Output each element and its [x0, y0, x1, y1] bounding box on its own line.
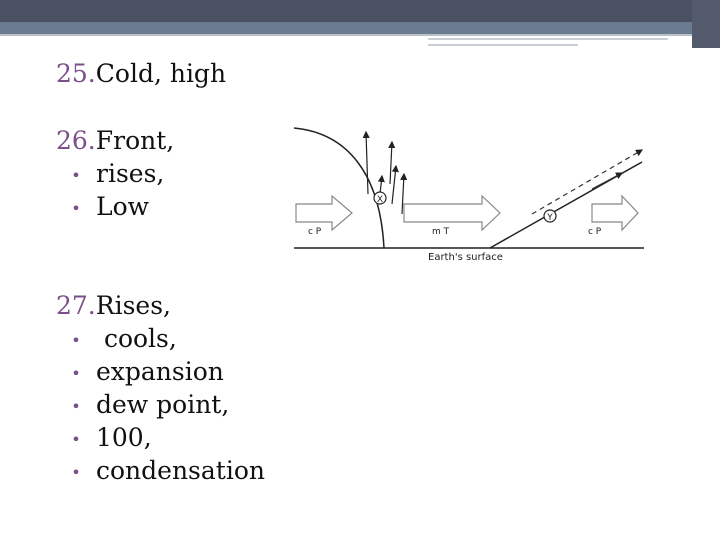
answer-25: [56, 57, 226, 90]
right-mass-label: c P: [588, 227, 602, 237]
air-mass-arrow: [404, 196, 500, 230]
bullet-icon: •: [71, 166, 81, 185]
answer-text: Front,: [95, 126, 175, 155]
bullet-item: [56, 421, 152, 456]
bullet-item: [56, 190, 149, 225]
point-x-label: X: [376, 195, 384, 205]
bullet-item: [56, 388, 229, 423]
front-diagram: [292, 118, 652, 268]
answer-text: Rises,: [95, 291, 171, 320]
middle-mass-label: m T: [432, 227, 450, 237]
bullet-item: [56, 454, 265, 489]
answer-number: 25.: [56, 59, 96, 88]
answer-text: Cold, high: [95, 59, 227, 88]
bullet-icon: •: [71, 397, 81, 416]
bullet-text: Low: [96, 192, 150, 221]
left-mass-label: c P: [308, 227, 322, 237]
answer-26: [56, 124, 174, 157]
bullet-item: [56, 355, 224, 390]
uplift-arrow: [390, 142, 392, 184]
bullet-icon: •: [71, 463, 81, 482]
answer-number: 26.: [56, 126, 96, 155]
uplift-arrow: [380, 176, 382, 194]
bullet-icon: •: [71, 199, 81, 218]
uplift-arrow: [392, 166, 396, 204]
bullet-item: [56, 157, 164, 192]
bullet-icon: •: [71, 364, 81, 383]
bullet-icon: •: [71, 331, 81, 350]
bullet-text: 100,: [96, 423, 152, 452]
bullet-text: expansion: [96, 357, 224, 386]
point-y-label: Y: [547, 213, 553, 223]
answer-number: 27.: [56, 291, 96, 320]
bullet-text: condensation: [96, 456, 265, 485]
bullet-item: [56, 322, 177, 357]
earth-surface-label: Earth's surface: [428, 252, 503, 263]
bullet-text: rises,: [96, 159, 165, 188]
answer-27: [56, 289, 171, 322]
bullet-text: dew point,: [96, 390, 230, 419]
uplift-arrow: [366, 132, 368, 194]
air-mass-arrow: [592, 196, 638, 230]
bullet-text: cools,: [96, 324, 177, 353]
rising-air-arrow: [592, 173, 622, 189]
bullet-icon: •: [71, 430, 81, 449]
air-mass-arrow: [296, 196, 352, 230]
